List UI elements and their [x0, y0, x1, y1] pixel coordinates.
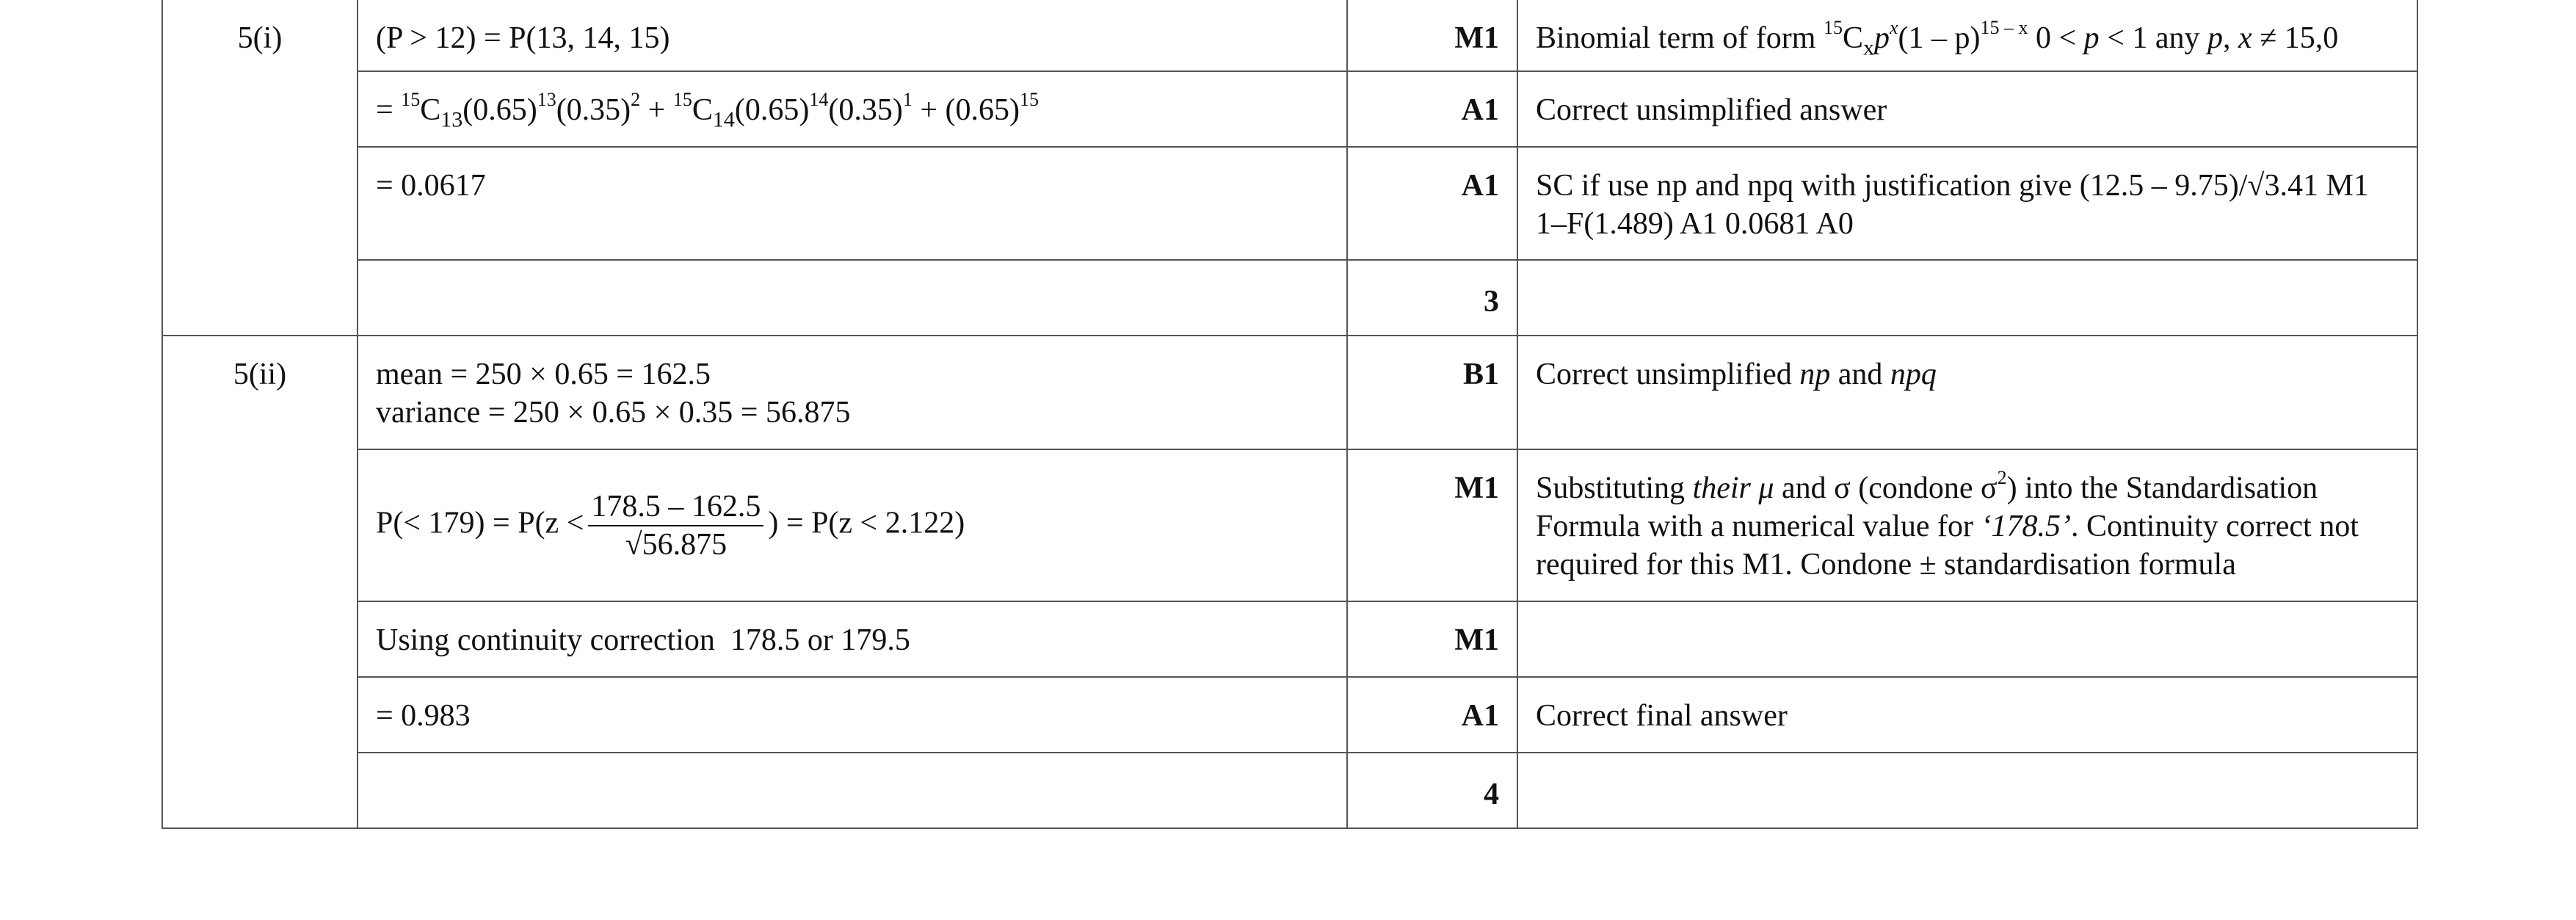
mark-cell: M1 [1347, 449, 1517, 601]
table-row [162, 677, 2417, 753]
mark-cell: B1 [1347, 336, 1517, 449]
question-number: 5(ii) [162, 336, 358, 828]
mark-cell: M1 [1347, 0, 1517, 71]
table-row [162, 753, 2417, 828]
table-row [162, 601, 2417, 677]
total-mark-cell: 3 [1347, 260, 1517, 336]
guidance-cell: Binomial term of form $^{15}C_xp^x(1 - p)^{15 - x}$ 0 < p < 1 any p, x ≠ 15,0 [1517, 0, 2417, 71]
guidance-cell [1517, 260, 2417, 336]
answer-cell [358, 753, 1347, 828]
table-row [162, 260, 2417, 336]
standardisation-formula: P(< 179) = P(z < $\frac{178.5 - 162.5}{√56.875}$ ) = P(z < 2.122) [376, 489, 965, 562]
answer-cell: (P > 12) = P(13, 14, 15) [358, 0, 1347, 71]
guidance-cell: Substituting their μ and σ (condone $\sigma^2$) into the Standardisation Formula with a numerical value for ‘178.5’. Continuity correct not required for this M1. Condone ± standardisation formula [1517, 449, 2417, 601]
answer-cell [358, 449, 1347, 601]
answer-cell: mean = 250 × 0.65 = 162.5 variance = 250 × 0.65 × 0.35 = 56.875 [358, 336, 1347, 449]
answer-cell: = $^{15}C_{13}(0.65)^{13}(0.35)^2 + ^{15}C_{14}(0.65)^{14}(0.35)^1 + (0.65)^{15}$ [358, 71, 1347, 147]
mark-cell: A1 [1347, 147, 1517, 260]
answer-cell: = 0.0617 [358, 147, 1347, 260]
guidance-cell [1517, 601, 2417, 677]
table-row [162, 71, 2417, 147]
table-row [162, 336, 2417, 449]
table-row [162, 147, 2417, 260]
mark-scheme-table [162, 0, 2418, 829]
guidance-cell: Correct unsimplified answer [1517, 71, 2417, 147]
table-row [162, 449, 2417, 601]
guidance-cell: Correct final answer [1517, 677, 2417, 753]
answer-cell: = 0.983 [358, 677, 1347, 753]
answer-cell [358, 260, 1347, 336]
total-mark-cell: 4 [1347, 753, 1517, 828]
guidance-cell: SC if use np and npq with justification give (12.5 – 9.75)/√3.41 M1 1–F(1.489) A1 0.0681 A0 [1517, 147, 2417, 260]
mark-cell: M1 [1347, 601, 1517, 677]
guidance-cell: Correct unsimplified np and npq [1517, 336, 2417, 449]
question-number: 5(i) [162, 0, 358, 336]
guidance-cell [1517, 753, 2417, 828]
mark-cell: A1 [1347, 677, 1517, 753]
answer-cell: Using continuity correction 178.5 or 179.5 [358, 601, 1347, 677]
mark-cell: A1 [1347, 71, 1517, 147]
table-row [162, 0, 2417, 71]
